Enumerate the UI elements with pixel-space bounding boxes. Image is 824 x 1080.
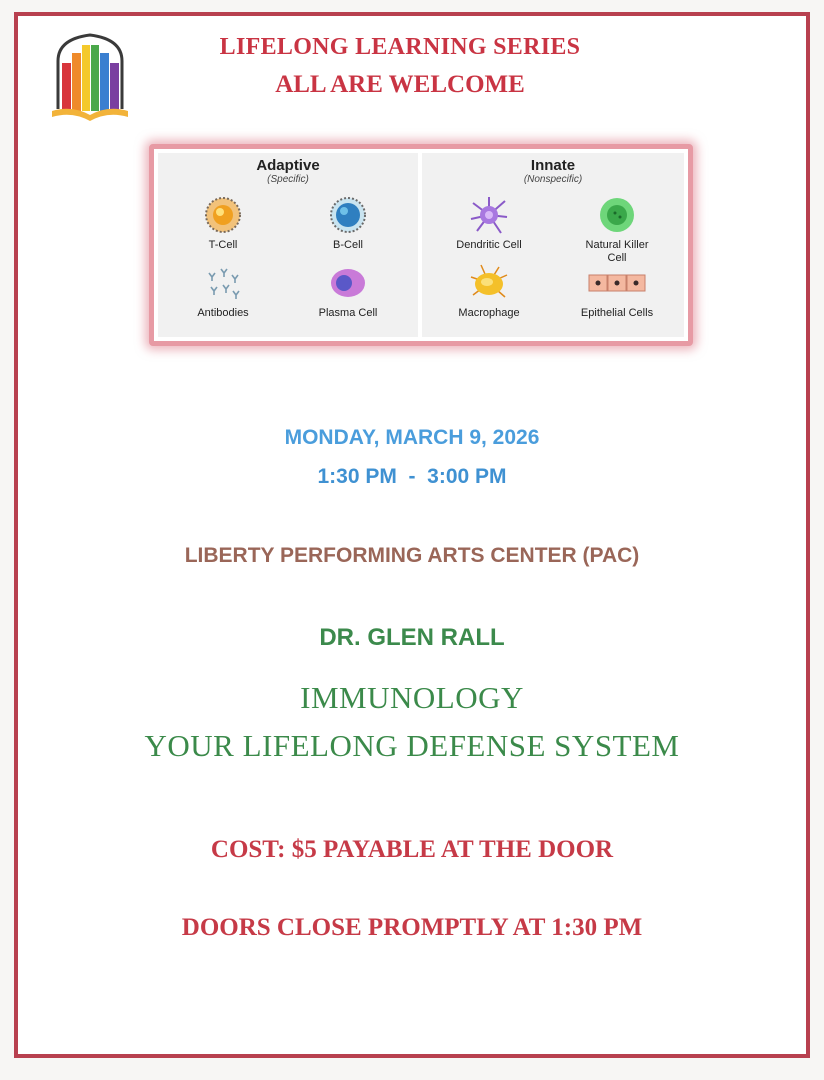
event-time: 1:30 PM - 3:00 PM [317, 465, 507, 488]
adaptive-title: Adaptive [256, 157, 320, 174]
epithelial-cells-icon [587, 263, 647, 303]
talk-topic: IMMUNOLOGY [300, 680, 524, 715]
antibodies-icon [203, 263, 243, 303]
doors-notice: DOORS CLOSE PROMPTLY AT 1:30 PM [181, 914, 643, 941]
innate-title: Innate [530, 157, 576, 174]
macrophage-icon [469, 263, 509, 303]
event-venue: LIBERTY PERFORMING ARTS CENTER (PAC) [184, 544, 640, 567]
event-date: MONDAY, MARCH 9, 2026 [284, 426, 540, 449]
epithelial-cells-label: Epithelial Cells [580, 307, 654, 319]
speaker-name: DR. GLEN RALL [319, 624, 505, 651]
b-cell-icon [328, 195, 368, 235]
macrophage-label: Macrophage [458, 307, 520, 319]
flyer-page [14, 12, 810, 1058]
t-cell-label: T-Cell [208, 239, 238, 251]
welcome-text: ALL ARE WELCOME [275, 71, 525, 98]
plasma-cell-icon [328, 263, 368, 303]
talk-subtitle: YOUR LIFELONG DEFENSE SYSTEM [144, 728, 680, 763]
immune-cells-chart [149, 144, 693, 346]
b-cell [293, 195, 403, 252]
innate-panel [422, 153, 684, 337]
natural-killer-label-2: Cell [607, 252, 627, 264]
macrophage [434, 263, 544, 320]
cost-notice: COST: $5 PAYABLE AT THE DOOR [210, 836, 614, 863]
adaptive-subtitle: (Specific) [267, 174, 309, 185]
dendritic-cell-label: Dendritic Cell [456, 239, 522, 251]
t-cell [168, 195, 278, 252]
antibodies-label: Antibodies [197, 307, 249, 319]
natural-killer-label: Natural Killer [585, 239, 649, 251]
plasma-cell-label: Plasma Cell [318, 307, 378, 319]
dendritic-cell [434, 195, 544, 252]
antibodies [168, 263, 278, 320]
b-cell-label: B-Cell [333, 239, 363, 251]
natural-killer-cell-icon [597, 195, 637, 235]
dendritic-cell-icon [469, 195, 509, 235]
series-title: LIFELONG LEARNING SERIES [219, 34, 581, 60]
plasma-cell [293, 263, 403, 320]
innate-subtitle: (Nonspecific) [523, 174, 583, 185]
epithelial-cells [562, 263, 672, 320]
adaptive-panel [158, 153, 418, 337]
t-cell-icon [203, 195, 243, 235]
natural-killer-cell [562, 195, 672, 265]
